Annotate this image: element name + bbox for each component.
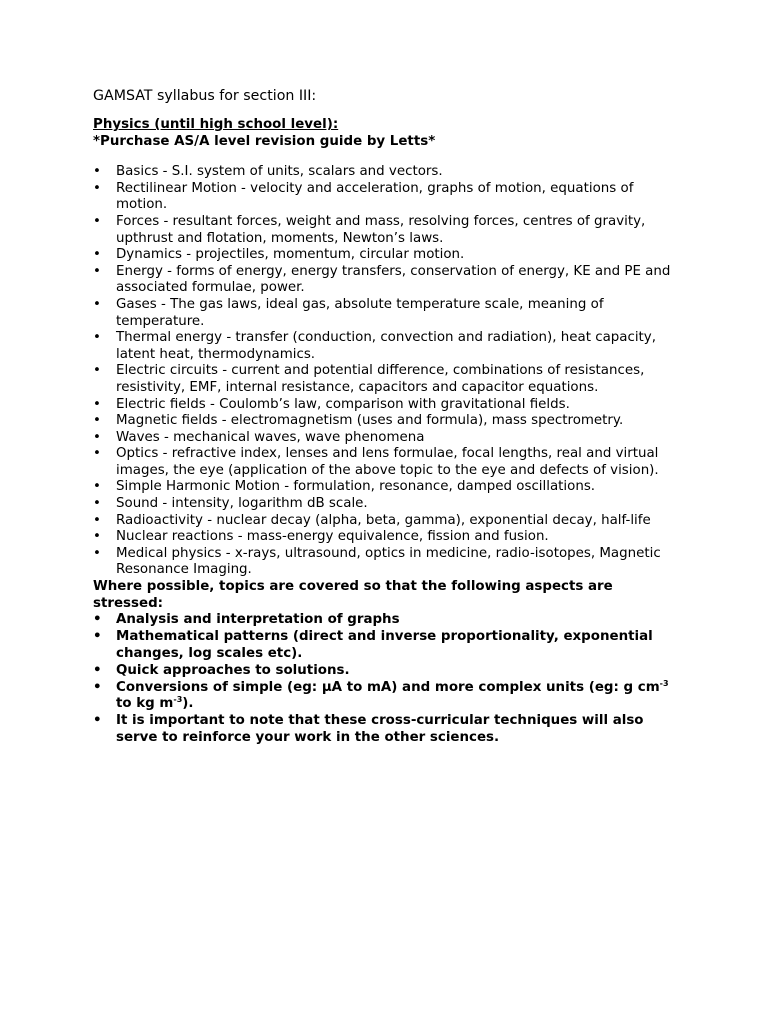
topic-text: Basics - S.I. system of units, scalars and vectors.: [116, 164, 443, 180]
topic-item: [93, 496, 683, 513]
topic-item: [93, 513, 683, 530]
physics-topics-list: [93, 164, 683, 579]
superscript: -3: [173, 695, 183, 705]
stress-item: [93, 612, 683, 629]
document-page: [93, 88, 683, 747]
bullet-icon: •: [93, 662, 102, 678]
topic-text: Medical physics - x-rays, ultrasound, optics in medicine, radio-isotopes, Magnetic Resonance Imaging.: [116, 545, 661, 578]
revision-guide-note: *Purchase AS/A level revision guide by Letts*: [93, 133, 436, 149]
topic-item: [93, 413, 683, 430]
stress-item-units: [93, 680, 683, 713]
superscript: -3: [659, 678, 669, 688]
stress-item: [93, 663, 683, 680]
bullet-icon: •: [93, 247, 101, 263]
topic-text: Magnetic fields - electromagnetism (uses and formula), mass spectrometry.: [116, 413, 624, 429]
bullet-icon: •: [93, 429, 101, 445]
topic-text: Sound - intensity, logarithm dB scale.: [116, 496, 368, 512]
topic-text: Electric fields - Coulomb’s law, comparison with gravitational fields.: [116, 396, 570, 412]
topic-item: [93, 363, 683, 396]
topic-item: [93, 264, 683, 297]
stress-text: It is important to note that these cross-curricular techniques will also serve to reinforce your work in the other sciences.: [116, 713, 644, 745]
stress-text: Analysis and interpretation of graphs: [116, 612, 400, 628]
topic-item: [93, 397, 683, 414]
topic-text: Nuclear reactions - mass-energy equivalence, fission and fusion.: [116, 529, 549, 545]
bullet-icon: •: [93, 545, 101, 561]
topic-item: [93, 479, 683, 496]
topic-text: Energy - forms of energy, energy transfers, conservation of energy, KE and PE and associated formulae, power.: [116, 263, 671, 296]
topic-text: Thermal energy - transfer (conduction, convection and radiation), heat capacity, latent heat, thermodynamics.: [116, 330, 656, 362]
physics-heading: Physics (until high school level):: [93, 117, 339, 132]
stress-points-list: [93, 612, 683, 746]
bullet-icon: •: [93, 363, 101, 379]
topic-item: [93, 330, 683, 363]
topic-text: Simple Harmonic Motion - formulation, resonance, damped oscillations.: [116, 479, 596, 495]
topic-text: Rectilinear Motion - velocity and acceleration, graphs of motion, equations of motion.: [116, 180, 634, 213]
topic-item: [93, 297, 683, 330]
topic-item: [93, 529, 683, 546]
stress-text: Mathematical patterns (direct and inverse proportionality, exponential changes, log scales etc).: [116, 629, 653, 661]
topic-item: [93, 214, 683, 247]
topic-item: [93, 164, 683, 181]
topic-text: Waves - mechanical waves, wave phenomena: [116, 429, 425, 445]
topic-text: Radioactivity - nuclear decay (alpha, beta, gamma), exponential decay, half-life: [116, 512, 651, 528]
topic-text: Forces - resultant forces, weight and mass, resolving forces, centres of gravity, upthrust and flotation, moments, Newton’s laws.: [116, 213, 646, 246]
bullet-icon: •: [93, 512, 101, 528]
topic-text: Gases - The gas laws, ideal gas, absolute temperature scale, meaning of temperature.: [116, 296, 604, 329]
bullet-icon: •: [93, 263, 101, 279]
bullet-icon: •: [93, 446, 101, 462]
units-text-part2: to kg m: [116, 696, 174, 712]
bullet-icon: •: [93, 213, 101, 229]
bullet-icon: •: [93, 180, 101, 196]
topic-item: [93, 446, 683, 479]
topic-item: [93, 181, 683, 214]
bullet-icon: •: [93, 529, 101, 545]
topic-item: [93, 430, 683, 447]
topic-item: [93, 546, 683, 579]
bullet-icon: •: [93, 612, 102, 628]
topic-text: Electric circuits - current and potential difference, combinations of resistances, resistivity, EMF, internal resistance, capacitors and capacitor equations.: [116, 363, 645, 395]
topic-text: Dynamics - projectiles, momentum, circular motion.: [116, 247, 465, 263]
bullet-icon: •: [93, 496, 101, 512]
stress-item: [93, 629, 683, 662]
bullet-icon: •: [93, 164, 101, 180]
bullet-icon: •: [93, 713, 102, 729]
units-text-part1: Conversions of simple (eg: µA to mA) and more complex units (eg: g cm: [116, 679, 660, 695]
bullet-icon: •: [93, 296, 101, 312]
topic-text: Optics - refractive index, lenses and lens formulae, focal lengths, real and virtual images, the eye (application of the above topic to the eye and defects of vision).: [116, 446, 659, 478]
stress-intro: Where possible, topics are covered so that the following aspects are stressed:: [93, 579, 613, 611]
bullet-icon: •: [93, 396, 101, 412]
stress-text: Quick approaches to solutions.: [116, 662, 350, 678]
units-text-part3: ).: [182, 696, 194, 712]
document-title: GAMSAT syllabus for section III:: [93, 88, 317, 104]
topic-item: [93, 247, 683, 264]
bullet-icon: •: [93, 679, 102, 695]
stress-item: [93, 713, 683, 746]
bullet-icon: •: [93, 413, 101, 429]
bullet-icon: •: [93, 479, 101, 495]
bullet-icon: •: [93, 629, 102, 645]
bullet-icon: •: [93, 330, 101, 346]
